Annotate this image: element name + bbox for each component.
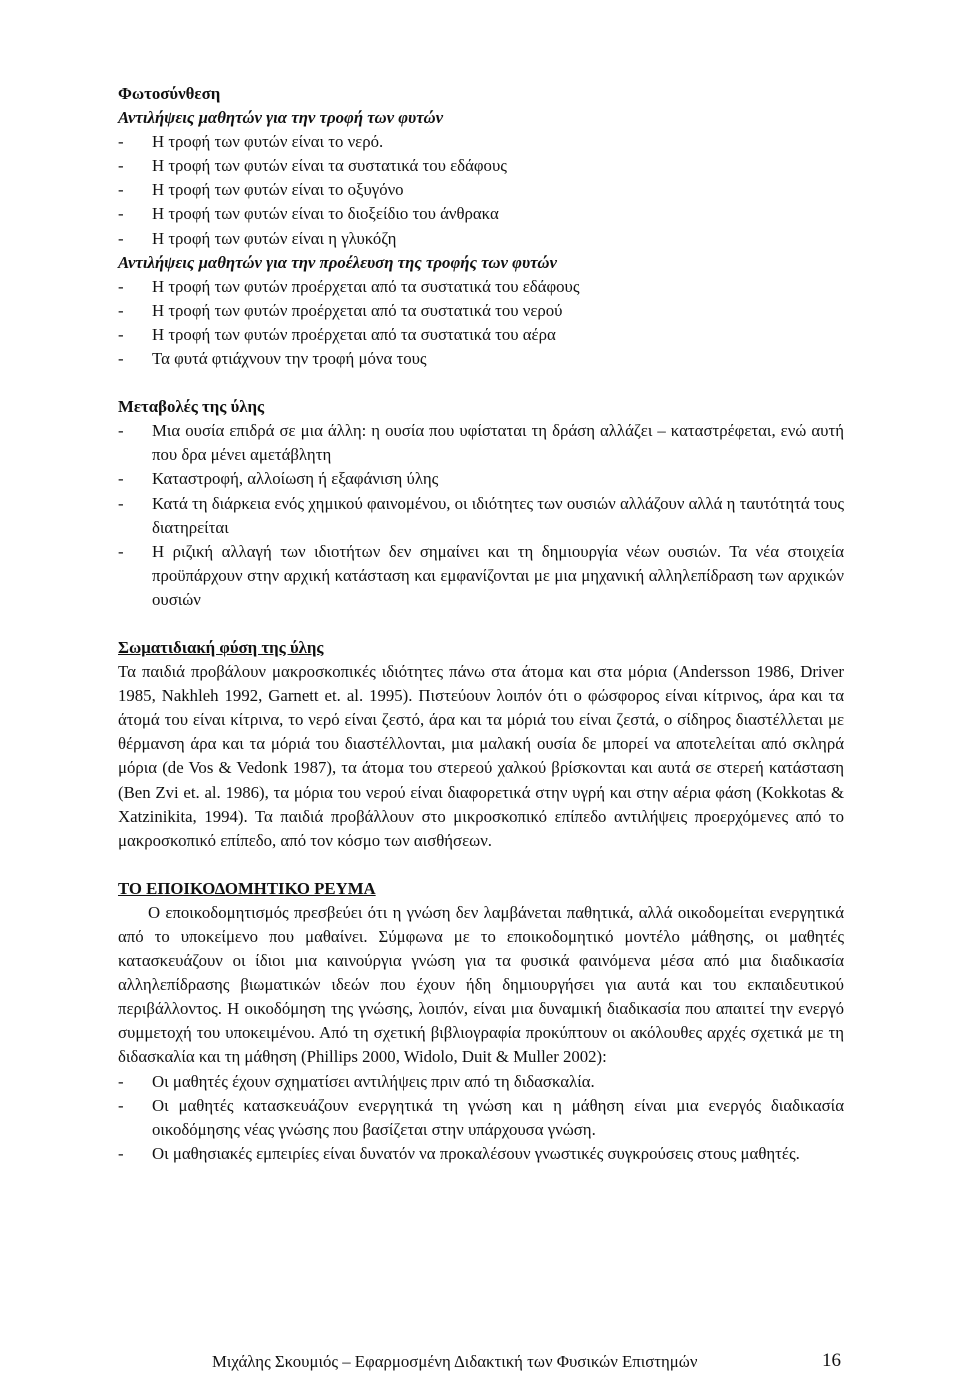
subheading-food-origin: Αντιλήψεις μαθητών για την προέλευση της τροφής των φυτών: [118, 252, 557, 272]
paragraph-particle-nature: Τα παιδιά προβάλουν μακροσκοπικές ιδιότητες πάνω στα άτομα και στα μόρια (Andersson 1986, Driver 1985, Nakhleh 1992, Garnett et. al. 1995). Πιστεύουν λοιπόν ότι ο φώσφορος είναι κίτρινος, άρα και τα άτομά του είναι κίτρινα, το νερό είναι ζεστό, άρα και τα μόριά του είναι ζεστά, ο σίδηρος διαστέλλεται με θέρμανση άρα και τα μόριά του διαστέλλονται, μια μαλακή ουσία δε μπορεί να αποτελείται από σκληρά μόρια (de Vos & Vedonk 1987), τα άτομα του στερεού χαλκού βρίσκονται και αυτά σε στερεή κατάσταση (Ben Zvi et. al. 1986), τα μόρια του νερού είναι διαφορετικά στην υγρή και στην αέρια φάση (Kokkotas & Xatzinikita, 1994). Τα παιδιά προβάλλουν στο μικροσκοπικό επίπεδο αντιλήψεις προερχόμενες από το μακροσκοπικό επίπεδο, από τον κόσμο των αισθήσεων.: [118, 662, 844, 850]
list-dash: -: [118, 324, 124, 344]
list-item: - Μια ουσία επιδρά σε μια άλλη: η ουσία που υφίσταται τη δράση αλλάζει – καταστρέφεται, ενώ αυτή που δρα μένει αμετάβλητη: [118, 419, 844, 467]
spacer: [118, 371, 844, 395]
list-item: - Οι μαθησιακές εμπειρίες είναι δυνατόν να προκαλέσουν γνωστικές συγκρούσεις στους μαθητές.: [118, 1142, 844, 1166]
document-body: [118, 82, 844, 1166]
list-dash: -: [118, 349, 124, 369]
list-dash: -: [118, 180, 124, 200]
spacer: [118, 853, 844, 877]
section-title-particle-nature: Σωματιδιακή φύση της ύλης: [118, 637, 324, 657]
list-dash: -: [118, 1143, 124, 1163]
paragraph-constructivism: Ο εποικοδομητισμός πρεσβεύει ότι η γνώση δεν λαμβάνεται παθητικά, αλλά οικοδομείται ενεργητικά από το υποκείμενο που μαθαίνει. Σύμφωνα με το εποικοδομητικό μοντέλο μάθησης, οι μαθητές κατασκευάζουν οι ίδιοι μια καινούργια γνώση για τα φυσικά φαινόμενα μέσα από μια διαδικασία αλληλεπίδρασης βιωματικών ιδεών που έχουν ήδη δημιουργήσει για αυτά και του εκπαιδευτικού περιβάλλοντος. Η οικοδόμηση της γνώσης, λοιπόν, είναι μια δυναμική διαδικασία που απαιτεί την ενεργό συμμετοχή του υποκειμένου. Από τη σχετική βιβλιογραφία προκύπτουν οι ακόλουθες αρχές σχετικά με τη διδασκαλία και τη μάθηση (Phillips 2000, Widolo, Duit & Muller 2002):: [118, 902, 844, 1067]
list-dash: -: [118, 493, 124, 513]
list-item: - Η τροφή των φυτών είναι το διοξείδιο του άνθρακα: [118, 202, 844, 226]
list-item: - Η τροφή των φυτών είναι τα συστατικά του εδάφους: [118, 154, 844, 178]
section-title-constructivism: ΤΟ ΕΠΟΙΚΟΔΟΜΗΤΙΚΟ ΡΕΥΜΑ: [118, 878, 376, 898]
list-dash: -: [118, 156, 124, 176]
list-dash: -: [118, 132, 124, 152]
list-item: - Οι μαθητές έχουν σχηματίσει αντιλήψεις πριν από τη διδασκαλία.: [118, 1070, 844, 1094]
list-item: - Καταστροφή, αλλοίωση ή εξαφάνιση ύλης: [118, 467, 844, 491]
page-footer: [0, 1350, 960, 1380]
section-title-photosynthesis: Φωτοσύνθεση: [118, 84, 221, 103]
list-food: [118, 130, 844, 250]
list-item: - Η τροφή των φυτών προέρχεται από τα συστατικά του νερού: [118, 299, 844, 323]
list-item: - Η τροφή των φυτών προέρχεται από τα συστατικά του εδάφους: [118, 275, 844, 299]
list-dash: -: [118, 276, 124, 296]
footer-author-title: Μιχάλης Σκουμιός – Εφαρμοσμένη Διδακτική των Φυσικών Επιστημών: [212, 1352, 698, 1371]
list-dash: -: [118, 421, 124, 441]
spacer: [118, 612, 844, 636]
list-dash: -: [118, 541, 124, 561]
list-item: - Κατά τη διάρκεια ενός χημικού φαινομένου, οι ιδιότητες των ουσιών αλλάζουν αλλά η ταυτότητά τους διατηρείται: [118, 492, 844, 540]
list-dash: -: [118, 1095, 124, 1115]
list-dash: -: [118, 469, 124, 489]
list-dash: -: [118, 300, 124, 320]
list-dash: -: [118, 204, 124, 224]
list-item: - Η τροφή των φυτών είναι το οξυγόνο: [118, 178, 844, 202]
page-number: 16: [822, 1350, 841, 1371]
list-principles: [118, 1070, 844, 1166]
list-item: - Τα φυτά φτιάχνουν την τροφή μόνα τους: [118, 347, 844, 371]
list-dash: -: [118, 1071, 124, 1091]
list-food-origin: [118, 275, 844, 371]
list-matter-changes: [118, 419, 844, 612]
section-title-matter-changes: Μεταβολές της ύλης: [118, 397, 265, 417]
list-dash: -: [118, 228, 124, 248]
list-item: - Η τροφή των φυτών προέρχεται από τα συστατικά του αέρα: [118, 323, 844, 347]
list-item: - Η τροφή των φυτών είναι η γλυκόζη: [118, 227, 844, 251]
list-item: - Η ριζική αλλαγή των ιδιοτήτων δεν σημαίνει και τη δημιουργία νέων ουσιών. Τα νέα στοιχεία προϋπάρχουν στην αρχική κατάσταση και εμφανίζονται με μια μηχανική αλληλεπίδραση των αρχικών ουσιών: [118, 540, 844, 612]
list-item: - Οι μαθητές κατασκευάζουν ενεργητικά τη γνώση και η μάθηση είναι μια ενεργός διαδικασία οικοδόμησης νέας γνώσης που βασίζεται στην υπάρχουσα γνώση.: [118, 1094, 844, 1142]
subheading-food-conceptions: Αντιλήψεις μαθητών για την τροφή των φυτών: [118, 108, 444, 128]
list-item: - Η τροφή των φυτών είναι το νερό.: [118, 130, 844, 154]
